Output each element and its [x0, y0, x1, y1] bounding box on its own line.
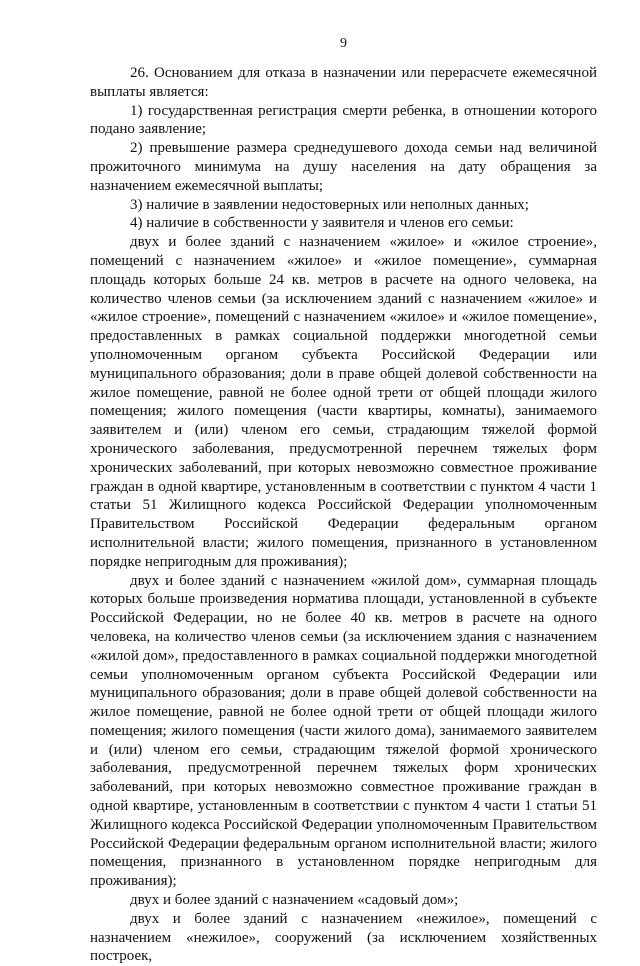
paragraph-houses: двух и более зданий с назначением «жилой дом», суммарная площадь которых больше произведения норматива площади, установленной в субъекте Российской Федерации, но не более 40 кв. метров в расчете на одного человека, на количество членов семьи (за исключением здания с назначением «жилой дом», предоставленного в рамках социальной поддержки многодетной семьи уполномоченным органом субъекта Российской Федерации или муниципального образования; доли в праве общей долевой собственности на жилое помещение, равной не более одной трети от общей площади жилого помещения; жилого помещения (части жилого дома), занимаемого заявителем и (или) членом его семьи, страдающим тяжелой формой хронического заболевания, предусмотренной перечнем тяжелых форм хронических заболеваний, при которых невозможно совместное проживание граждан в одной квартире, установленным в соответствии с пунктом 4 части 1 статьи 51 Жилищного кодекса Российской Федерации уполномоченным Правительством Российской Федерации федеральным органом исполнительной власти; жилого помещения, признанного в установленном порядке непригодным для проживания); — [90, 572, 597, 890]
paragraph-item-4: 4) наличие в собственности у заявителя и членов его семьи: — [130, 215, 514, 232]
document-body — [90, 64, 597, 966]
paragraph-non-residential: двух и более зданий с назначением «нежилое», помещений с назначением «нежилое», сооружений (за исключением хозяйственных построек, — [90, 910, 597, 965]
paragraph-garden-houses: двух и более зданий с назначением «садовый дом»; — [130, 892, 459, 909]
paragraph-item-2: 2) превышение размера среднедушевого дохода семьи над величиной прожиточного минимума на душу населения на дату обращения за назначением ежемесячной выплаты; — [90, 140, 597, 194]
paragraph-residential-buildings: двух и более зданий с назначением «жилое» и «жилое строение», помещений с назначением «жилое» и «жилое помещение», суммарная площадь которых больше 24 кв. метров в расчете на одного человека, на количество членов семьи (за исключением зданий с назначением «жилое» и «жилое строение», помещений с назначением «жилое» и «жилое помещение», предоставленных в рамках социальной поддержки многодетной семьи уполномоченным органом субъекта Российской Федерации или муниципального образования; доли в праве общей долевой собственности на жилое помещение, равной не более одной трети от общей площади жилого помещения; жилого помещения (части квартиры, комнаты), занимаемого заявителем и (или) членом его семьи, страдающим тяжелой формой хронического заболевания, предусмотренной перечнем тяжелых форм хронических заболеваний, при которых невозможно совместное проживание граждан в одной квартире, установленным в соответствии с пунктом 4 части 1 статьи 51 Жилищного кодекса Российской Федерации уполномоченным Правительством Российской Федерации федеральным органом исполнительной власти; жилого помещения, признанного в установленном порядке непригодным для проживания); — [90, 234, 597, 570]
page-number: 9 — [340, 36, 347, 51]
paragraph-item-3: 3) наличие в заявлении недостоверных или неполных данных; — [130, 196, 529, 213]
paragraph-item-1: 1) государственная регистрация смерти ребенка, в отношении которого подано заявление; — [90, 102, 597, 138]
paragraph-26: 26. Основанием для отказа в назначении или перерасчете ежемесячной выплаты является: — [90, 65, 597, 100]
